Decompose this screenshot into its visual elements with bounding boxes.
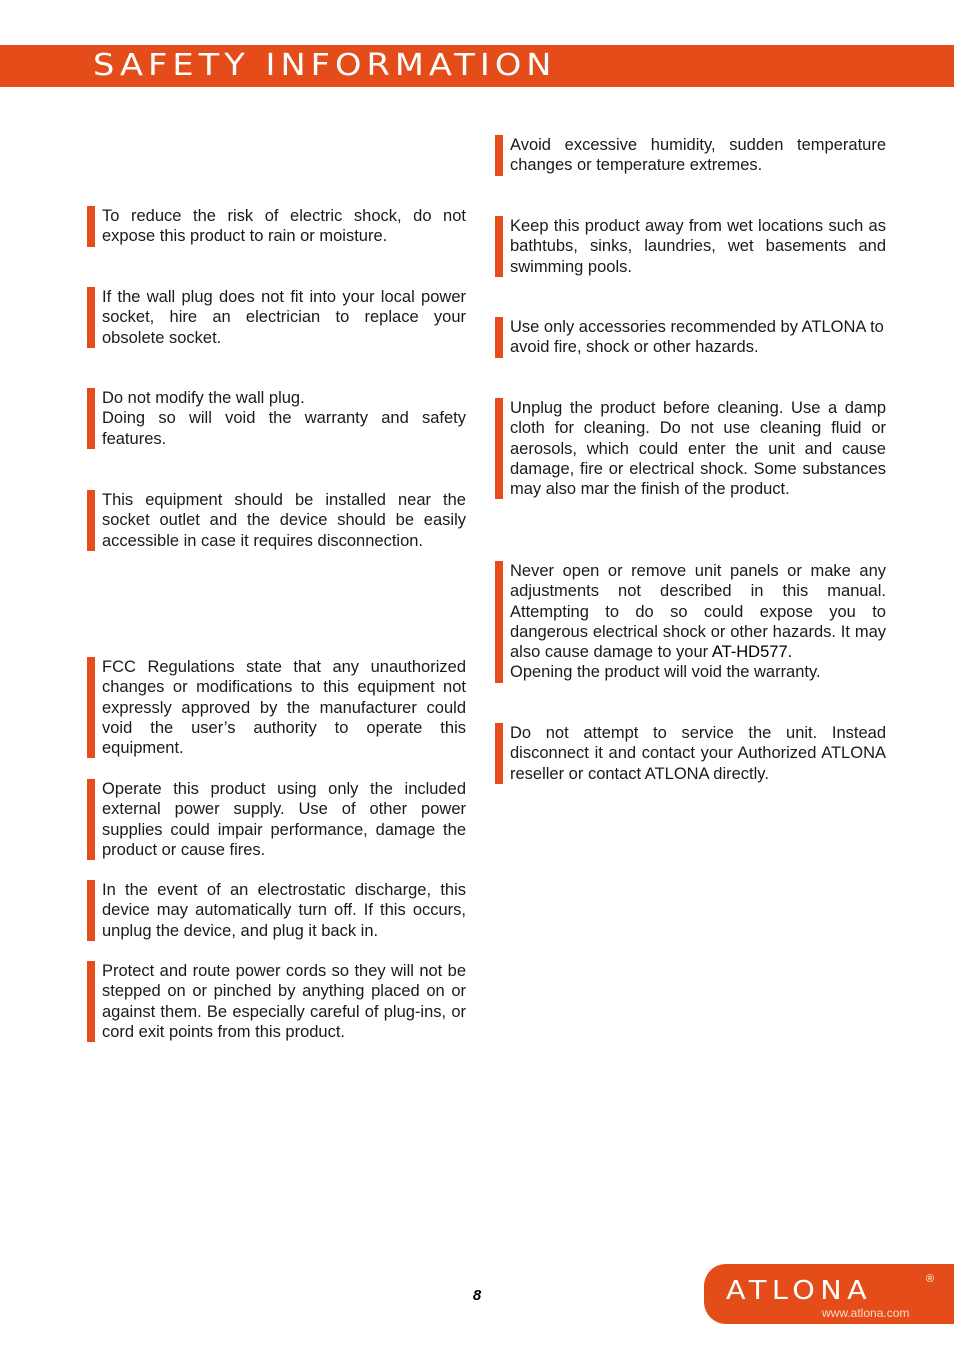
safety-item-text: If the wall plug does not fit into your local power socket, hire an electrician to replace your obsolete socket. bbox=[102, 288, 466, 347]
accent-bar bbox=[495, 398, 503, 499]
safety-item-text: Use only accessories recommended by ATLONA to avoid fire, shock or other hazards. bbox=[510, 318, 884, 357]
header-bar bbox=[0, 45, 954, 87]
safety-item bbox=[87, 961, 466, 1042]
safety-item bbox=[87, 287, 466, 348]
accent-bar bbox=[495, 561, 503, 683]
safety-item bbox=[87, 490, 466, 551]
safety-item-text: Do not attempt to service the unit. Instead disconnect it and contact your Authorized ATLONA reseller or contact ATLONA directly. bbox=[510, 724, 886, 783]
safety-item-text: Keep this product away from wet locations such as bathtubs, sinks, laundries, wet basements and swimming pools. bbox=[510, 217, 886, 276]
safety-item-text: In the event of an electrostatic discharge, this device may automatically turn off. If this occurs, unplug the device, and plug it back in. bbox=[102, 881, 466, 940]
safety-item bbox=[495, 561, 886, 683]
safety-item bbox=[87, 779, 466, 860]
accent-bar bbox=[495, 216, 503, 277]
safety-item-text: This equipment should be installed near the socket outlet and the device should be easily accessible in case it requires disconnection. bbox=[102, 491, 466, 550]
accent-bar bbox=[87, 490, 95, 551]
accent-bar bbox=[87, 388, 95, 449]
safety-item-text: FCC Regulations state that any unauthorized changes or modifications to this equipment not expressly approved by the manufacturer could void the user’s authority to operate this equipment. bbox=[102, 658, 466, 758]
accent-bar bbox=[495, 317, 503, 358]
accent-bar bbox=[495, 723, 503, 784]
safety-item-text: Never open or remove unit panels or make any adjustments not described in this manual. Attempting to do so could expose you to dangerous electrical shock or other hazards. It may also cause damage to your bbox=[510, 562, 886, 662]
safety-item bbox=[87, 657, 466, 758]
page-number: 8 bbox=[472, 1287, 482, 1304]
safety-item-text-continued: Opening the product will void the warranty. bbox=[510, 663, 821, 682]
safety-item-text: To reduce the risk of electric shock, do not expose this product to rain or moisture. bbox=[102, 207, 466, 246]
safety-item-text: Operate this product using only the included external power supply. Use of other power supplies could impair performance, damage the product or cause fires. bbox=[102, 780, 466, 859]
safety-item bbox=[495, 723, 886, 784]
safety-item bbox=[87, 206, 466, 247]
accent-bar bbox=[87, 880, 95, 941]
accent-bar bbox=[87, 961, 95, 1042]
safety-item-text: Do not modify the wall plug. bbox=[102, 389, 305, 407]
accent-bar bbox=[87, 206, 95, 247]
atlona-logo bbox=[704, 1264, 954, 1324]
accent-bar bbox=[87, 779, 95, 860]
safety-item bbox=[87, 880, 466, 941]
safety-item-text: Protect and route power cords so they will not be stepped on or pinched by anything placed on or against them. Be especially careful of plug-ins, or cord exit points from this product. bbox=[102, 962, 466, 1041]
safety-item bbox=[495, 135, 886, 176]
accent-bar bbox=[87, 287, 95, 348]
accent-bar bbox=[495, 135, 503, 176]
safety-item bbox=[87, 388, 466, 449]
page-title: SAFETY INFORMATION bbox=[93, 48, 557, 83]
registered-mark: ® bbox=[926, 1273, 935, 1285]
safety-item-text-continued: Doing so will void the warranty and safety features. bbox=[102, 409, 466, 448]
model-number: AT-HD577. bbox=[711, 643, 793, 662]
safety-item bbox=[495, 398, 886, 499]
accent-bar bbox=[87, 657, 95, 758]
logo-url: www.atlona.com bbox=[822, 1306, 910, 1320]
safety-item bbox=[495, 317, 899, 358]
safety-item-text: Unplug the product before cleaning. Use a damp cloth for cleaning. Do not use cleaning fluid or aerosols, which could enter the unit and cause damage, fire or electrical shock. Some substances may also mar the finish of the product. bbox=[510, 399, 886, 499]
logo-wordmark: ATLONA bbox=[726, 1276, 873, 1306]
safety-item-text: Avoid excessive humidity, sudden temperature changes or temperature extremes. bbox=[510, 136, 886, 175]
safety-item bbox=[495, 216, 886, 277]
